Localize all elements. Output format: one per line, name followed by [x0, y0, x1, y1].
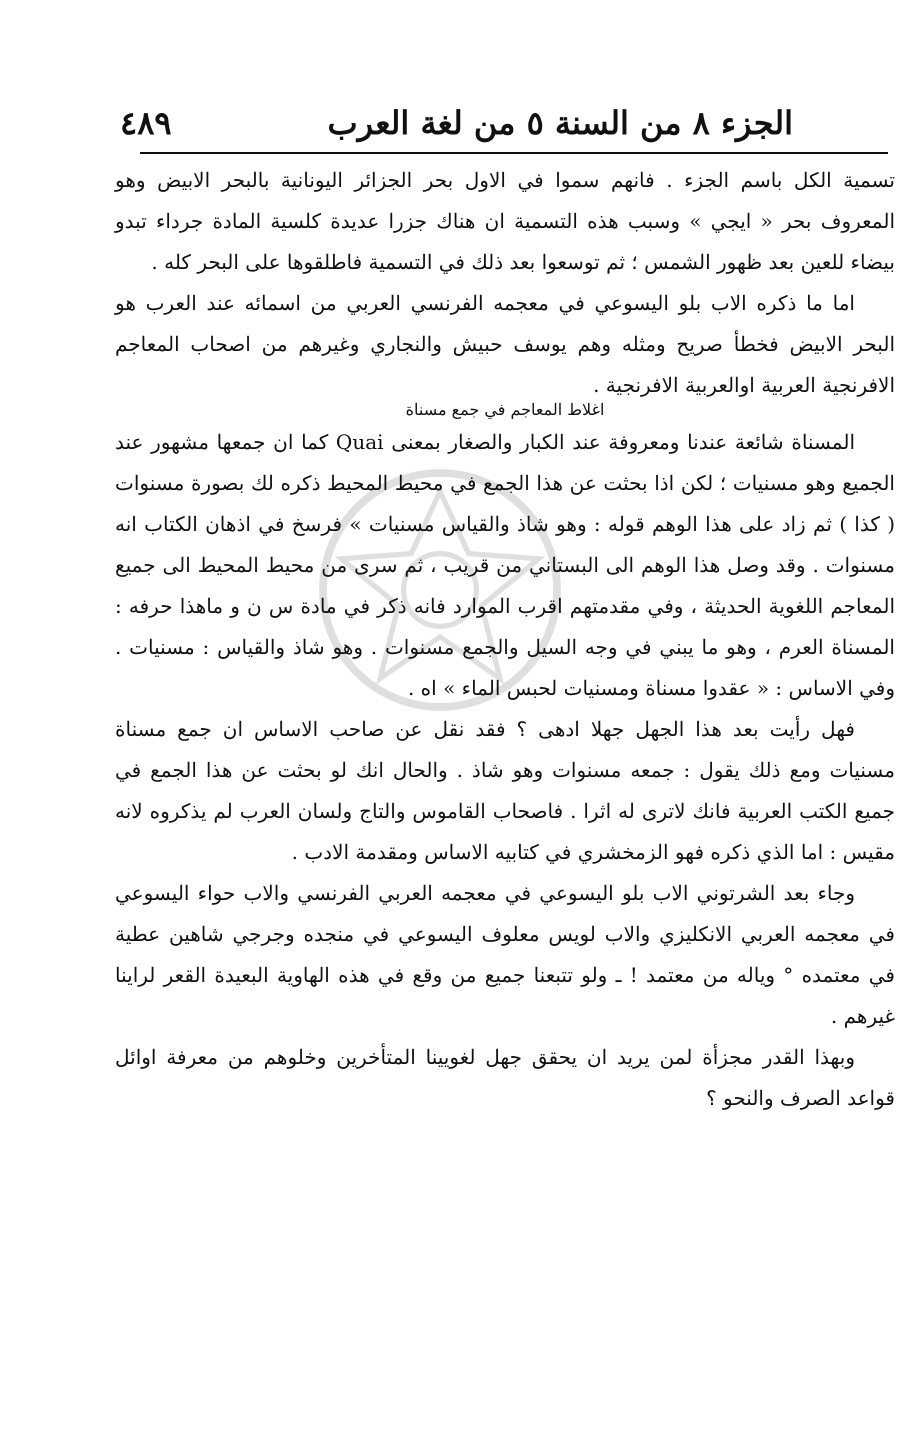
- running-title: الجزء ٨ من السنة ٥ من لغة العرب: [327, 104, 793, 142]
- article-body: [115, 160, 895, 1119]
- paragraph-5: وجاء بعد الشرتوني الاب بلو اليسوعي في معجمه العربي الفرنسي والاب حواء اليسوعي في معجمه العربي الانكليزي والاب لويس معلوف اليسوعي في منجده وجرجي شاهين عطية في معتمده ° وياله من معتمد ! ـ ولو تتبعنا جميع من وقع في هذه الهاوية البعيدة القعر لراينا غيرهم .: [115, 881, 895, 1028]
- section-subheading: اغلاط المعاجم في جمع مسناة: [405, 400, 605, 419]
- paragraph-6: وبهذا القدر مجزأة لمن يريد ان يحقق جهل لغويينا المتأخرين وخلوهم من معرفة اوائل قواعد الصرف والنحو ؟: [115, 1045, 895, 1110]
- page-number: ٤٨٩: [120, 104, 172, 142]
- paragraph-1: تسمية الكل باسم الجزء . فانهم سموا في الاول بحر الجزائر اليونانية بالبحر الابيض وهو المعروف بحر « ايجي » وسبب هذه التسمية ان هناك جزرا عديدة كلسية المادة جرداء تبدو بيضاء للعين بعد ظهور الشمس ؛ ثم توسعوا بعد ذلك في التسمية فاطلقوها على البحر كله .: [115, 168, 895, 274]
- paragraph-4: فهل رأيت بعد هذا الجهل جهلا ادهى ؟ فقد نقل عن صاحب الاساس ان جمع مسناة مسنيات ومع ذلك يقول : جمعه مسنوات وهو شاذ . والحال انك لو بحثت عن هذا الجمع في جميع الكتب العربية فانك لاترى له اثرا . فاصحاب القاموس والتاج ولسان العرب لم يذكروه لانه مقيس : اما الذي ذكره فهو الزمخشري في كتابيه الاساس ومقدمة الادب .: [115, 717, 895, 864]
- paragraph-2: اما ما ذكره الاب بلو اليسوعي في معجمه الفرنسي العربي من اسمائه عند العرب هو البحر الابيض فخطأ صريح ومثله وهم يوسف حبيش والنجاري وغيرهم من اصحاب المعاجم الافرنجية العربية اوالعربية الافرنجية .: [115, 291, 895, 397]
- paragraph-3: المسناة شائعة عندنا ومعروفة عند الكبار والصغار بمعنى Quai كما ان جمعها مشهور عند الجميع وهو مسنيات ؛ لكن اذا بحثت عن هذا الجمع في محيط المحيط ذكره لك بصورة مسنوات ( كذا ) ثم زاد على هذا الوهم قوله : وهو شاذ والقياس مسنيات » فرسخ في اذهان الكتاب انه مسنوات . وقد وصل هذا الوهم الى البستاني من قريب ، ثم سرى من محيط المحيط الى جميع المعاجم اللغوية الحديثة ، وفي مقدمتهم اقرب الموارد فانه ذكر في مادة س ن و ماهذا حرفه : المسناة العرم ، وهو ما يبني في وجه السيل والجمع مسنوات . وهو شاذ والقياس : مسنيات . وفي الاساس : « عقدوا مسناة ومسنيات لحبس الماء » اه .: [115, 430, 895, 700]
- page-header: [120, 78, 793, 142]
- header-rule: [140, 152, 888, 154]
